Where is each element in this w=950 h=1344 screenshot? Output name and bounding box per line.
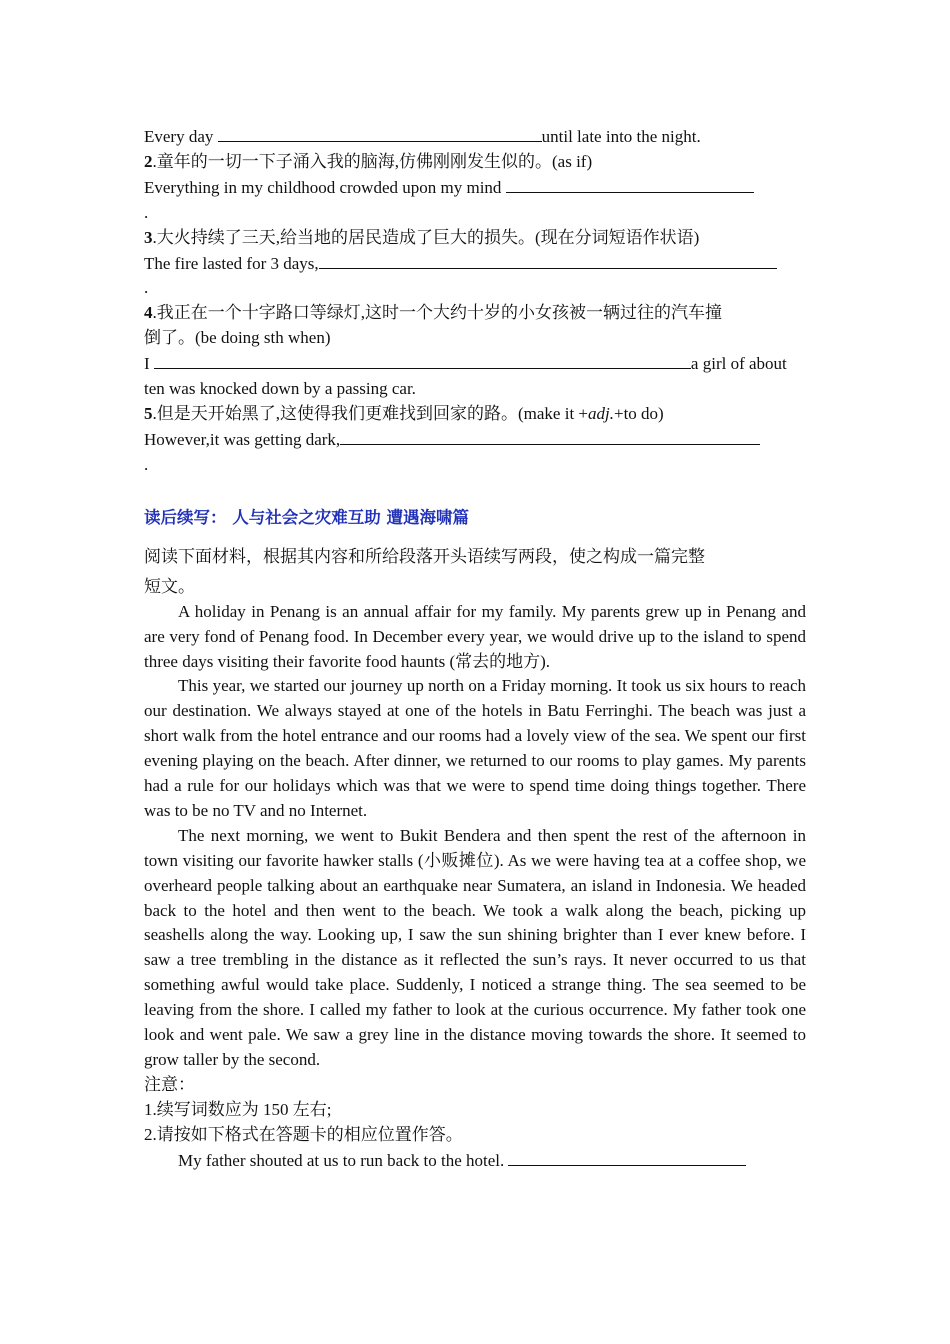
item3-number: 3 (144, 227, 153, 247)
item4-english-2: ten was knocked down by a passing car. (144, 379, 416, 399)
item4-chinese-text-1: .我正在一个十字路口等绿灯,这时一个大约十岁的小女孩被一辆过往的汽车撞 (152, 303, 722, 323)
item5-end: . (144, 454, 149, 474)
note-1: 1.续写词数应为 150 左右; (144, 1099, 332, 1119)
item2-chinese (144, 150, 806, 175)
item5-answer-blank[interactable] (340, 427, 760, 445)
item3-chinese (144, 226, 806, 251)
item4-chinese-1 (144, 301, 806, 326)
item2-english: Everything in my childhood crowded upon my mind (144, 177, 506, 197)
item4-english-line (144, 351, 806, 377)
paragraph-3: The next morning, we went to Bukit Bendera and then spent the rest of the afternoon in town visiting our favorite hawker stalls (小贩摊位). As we were having tea at a coffee shop, we overheard people talking about an earthquake near Sumatera, an island in Indonesia. We headed back to the hotel and then went to the beach. We took a walk along the beach, picking up seashells along the way. Looking up, I saw the sun shining brighter than I ever knew before. I saw a tree trembling in the distance as it reflected the sun’s rays. It never occurred to us that something awful would take place. Suddenly, I noticed a strange thing. The sea seemed to be leaving from the shore. I called my father to look at the curious occurrence. My father took one look and went pale. We saw a grey line in the distance moving towards the shore. It seemed to grow taller by the second. (144, 825, 806, 1069)
paragraph-1: A holiday in Penang is an annual affair for my family. My parents grew up in Penang and are very fond of Penang food. In December every year, we would drive up to the island to spend three days visiting their favorite food haunts (常去的地方). (144, 601, 806, 671)
note-2: 2.请按如下格式在答题卡的相应位置作答。 (144, 1124, 463, 1144)
item1-prefix: Every day (144, 127, 218, 146)
document-page (144, 124, 806, 1174)
instruction-line-1: 阅读下面材料，根据其内容和所给段落开头语续写两段，使之构成一篇完整 (144, 546, 705, 567)
item5-chinese-b: +to do) (614, 403, 664, 423)
item1-answer-blank[interactable] (218, 124, 542, 142)
item3-english-line (144, 251, 806, 277)
item3-answer-blank[interactable] (319, 251, 777, 269)
item5-english: However,it was getting dark, (144, 429, 341, 449)
item3-end: . (144, 278, 149, 298)
notes-title: 注意： (144, 1074, 195, 1094)
item4-chinese-2: 倒了。(be doing sth when) (144, 328, 331, 348)
item4-suffix: a girl of about (690, 354, 787, 374)
instruction-line-2: 短文。 (144, 576, 195, 597)
item3-english: The fire lasted for 3 days, (144, 253, 319, 273)
item2-answer-blank[interactable] (506, 175, 754, 193)
item5-chinese-adj: adj. (588, 403, 614, 423)
item3-chinese-text: .大火持续了三天,给当地的居民造成了巨大的损失。(现在分词短语作状语) (152, 227, 700, 247)
item4-prefix: I (144, 354, 154, 374)
item5-english-line (144, 427, 806, 453)
item4-answer-blank[interactable] (154, 351, 691, 369)
starter-text: My father shouted at us to run back to the hotel. (178, 1150, 509, 1170)
item5-number: 5 (144, 403, 153, 423)
item1-english-line (144, 124, 806, 150)
instruction (144, 540, 806, 600)
starter-line (144, 1148, 806, 1174)
item2-number: 2 (144, 151, 153, 171)
starter-answer-blank[interactable] (508, 1148, 746, 1166)
item4-number: 4 (144, 303, 153, 323)
paragraph-2: This year, we started our journey up north on a Friday morning. It took us six hours to reach our destination. We always stayed at one of the hotels in Batu Ferringhi. The beach was just a short walk from the hotel entrance and our rooms had a lovely view of the sea. We spent our first evening playing on the beach. After dinner, we returned to our rooms to play games. My parents had a rule for our holidays which was that we were to spend time doing things together. There was to be no TV and no Internet. (144, 676, 806, 820)
item2-english-line (144, 175, 806, 201)
section-heading: 读后续写： 人与社会之灾难互助 遭遇海啸篇 (144, 507, 469, 527)
item5-chinese (144, 402, 806, 427)
item1-suffix: until late into the night. (541, 127, 701, 146)
item2-chinese-text: .童年的一切一下子涌入我的脑海,仿佛刚刚发生似的。(as if) (152, 151, 593, 171)
item2-end: . (144, 202, 149, 222)
item5-chinese-a: .但是天开始黑了,这使得我们更难找到回家的路。(make it + (152, 403, 589, 423)
